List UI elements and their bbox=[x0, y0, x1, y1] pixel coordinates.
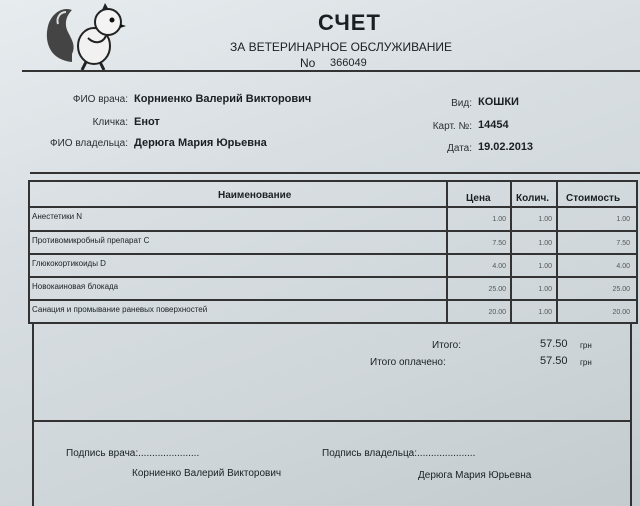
total-amount: 57.50 bbox=[540, 338, 568, 350]
total-currency: грн bbox=[580, 341, 592, 350]
document-title: СЧЕТ bbox=[318, 10, 381, 35]
owner-name: Дерюга Мария Юрьевна bbox=[134, 137, 267, 149]
item-name: Противомикробный препарат С bbox=[32, 236, 150, 245]
item-price: 25.00 bbox=[488, 286, 506, 293]
divider-line bbox=[22, 70, 640, 72]
invoice-number-label: No bbox=[300, 56, 316, 70]
item-name: Анестетики N bbox=[32, 212, 83, 221]
item-cost: 25.00 bbox=[612, 286, 630, 293]
species-label: Вид: bbox=[451, 98, 472, 109]
doctor-label: ФИО врача: bbox=[72, 94, 128, 105]
paid-label: Итого оплачено: bbox=[370, 357, 446, 368]
owner-label: ФИО владельца: bbox=[49, 138, 128, 149]
item-price: 7.50 bbox=[492, 240, 506, 247]
item-price: 20.00 bbox=[488, 309, 506, 316]
squirrel-logo-icon bbox=[42, 2, 134, 72]
owner-signature-line: Подпись владельца:..................... bbox=[322, 448, 476, 459]
item-qty: 1.00 bbox=[538, 240, 552, 247]
item-cost: 1.00 bbox=[616, 216, 630, 223]
invoice-number: 366049 bbox=[330, 57, 367, 69]
total-label: Итого: bbox=[432, 340, 461, 351]
column-header-cost: Стоимость bbox=[566, 193, 621, 204]
item-name: Глюкокортикоиды D bbox=[32, 259, 106, 268]
item-name: Новокаиновая блокада bbox=[32, 282, 119, 291]
pet-name-label: Кличка: bbox=[92, 117, 128, 128]
item-qty: 1.00 bbox=[538, 309, 552, 316]
paid-currency: грн bbox=[580, 358, 592, 367]
item-cost: 7.50 bbox=[616, 240, 630, 247]
item-qty: 1.00 bbox=[538, 216, 552, 223]
item-cost: 20.00 bbox=[612, 309, 630, 316]
owner-signature-name: Дерюга Мария Юрьевна bbox=[418, 470, 532, 481]
species-value: КОШКИ bbox=[478, 96, 519, 108]
card-number: 14454 bbox=[478, 119, 509, 131]
item-name: Санация и промывание раневых поверхностей bbox=[32, 305, 208, 314]
item-price: 4.00 bbox=[492, 263, 506, 270]
doctor-signature-name: Корниенко Валерий Викторович bbox=[132, 468, 282, 479]
date-label: Дата: bbox=[447, 143, 472, 154]
paid-amount: 57.50 bbox=[540, 355, 568, 367]
doctor-signature-line: Подпись врача:...................... bbox=[66, 448, 200, 459]
document-subtitle: ЗА ВЕТЕРИНАРНОЕ ОБСЛУЖИВАНИЕ bbox=[230, 40, 453, 54]
column-header-name: Наименование bbox=[218, 190, 292, 201]
column-header-qty: Колич. bbox=[516, 193, 550, 204]
divider-line bbox=[30, 172, 640, 174]
item-cost: 4.00 bbox=[616, 263, 630, 270]
column-header-price: Цена bbox=[466, 193, 491, 204]
item-qty: 1.00 bbox=[538, 263, 552, 270]
doctor-name: Корниенко Валерий Викторович bbox=[134, 93, 312, 105]
divider-line bbox=[32, 420, 632, 422]
item-price: 1.00 bbox=[492, 216, 506, 223]
pet-name: Енот bbox=[134, 116, 160, 128]
card-label: Карт. №: bbox=[432, 121, 472, 132]
item-qty: 1.00 bbox=[538, 286, 552, 293]
invoice-date: 19.02.2013 bbox=[478, 141, 534, 153]
